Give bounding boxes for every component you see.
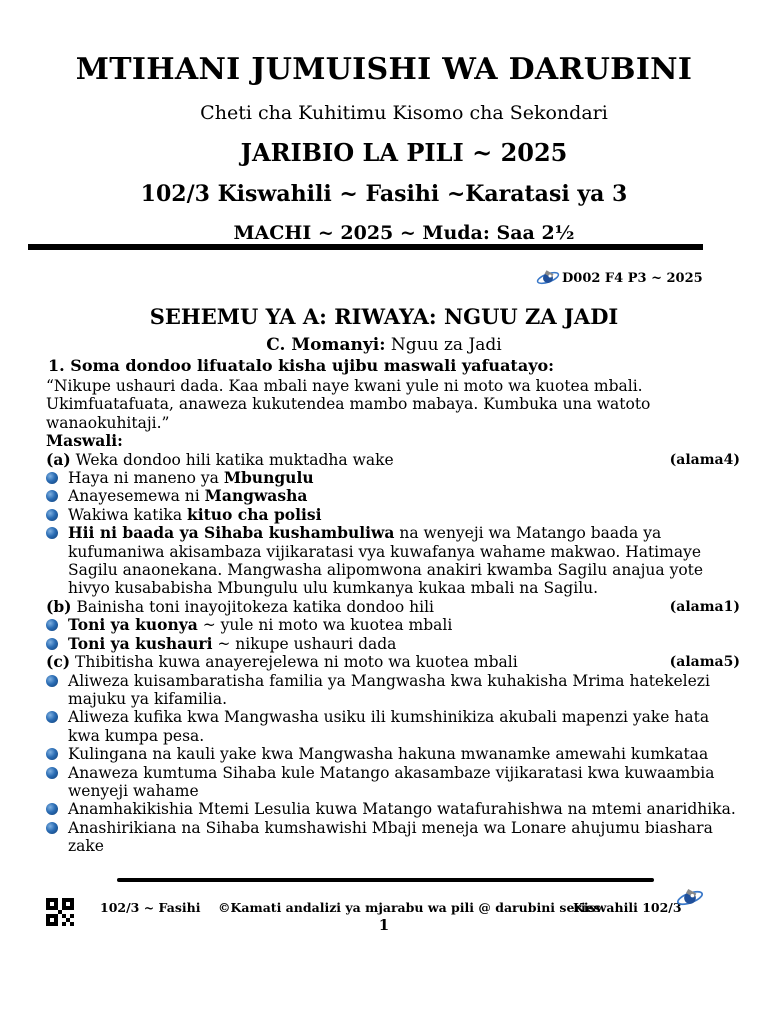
page-number: 1: [378, 916, 390, 934]
list-item: [46, 469, 736, 487]
marks-a: (alama4): [669, 451, 740, 468]
part-c-row: [46, 652, 740, 672]
paper-code-text: D002 F4 P3 ~ 2025: [562, 270, 703, 286]
list-item: [46, 708, 736, 745]
document-title: MTIHANI JUMUISHI WA DARUBINI: [75, 52, 693, 87]
list-item: [46, 635, 736, 653]
list-item: [46, 487, 736, 505]
item-text: Wakiwa katika: [68, 505, 187, 524]
item-text: Kulingana na kauli yake kwa Mangwasha hakuna mwanamke amewahi kumkataa: [68, 745, 709, 764]
question-instruction: 1. Soma dondoo lifuatalo kisha ujibu maswali yafuatayo:: [48, 356, 555, 375]
list-item: [46, 672, 736, 709]
blue-ball-bullet-icon: [46, 638, 58, 650]
blue-ball-bullet-icon: [46, 619, 58, 631]
part-a-text: Weka dondoo hili katika muktadha wake: [75, 450, 394, 469]
part-letter: (c): [46, 652, 71, 672]
blue-ball-bullet-icon: [46, 748, 58, 760]
item-bold: Mangwasha: [204, 486, 308, 506]
telescope-logo-icon: [536, 268, 560, 288]
footer-divider: [117, 878, 654, 882]
item-text: Anashirikiana na Sihaba kumshawishi Mbaji meneja wa Lonare ahujumu biashara zake: [68, 818, 713, 856]
item-text: na wenyeji wa Matango baada ya kufumaniwa akisambaza vijikaratasi vya kuwafanya wahame makwao. Hatimaye Sagilu anaonekana. Mangwasha alipomwona anakiri kwamba Sagilu anajua yote hivyo kusababisha Mbungulu ulu kumkanya kukaa mbali na Sagilu.: [68, 524, 704, 598]
item-bold: Toni ya kushauri: [68, 633, 213, 653]
list-item: [46, 819, 736, 856]
item-text: Anaweza kumtuma Sihaba kule Matango akasambaze vijikaratasi kwa kuwaambia wenyeji wahame: [68, 763, 715, 800]
list-item: [46, 800, 736, 818]
section-title: SEHEMU YA A: RIWAYA: NGUU ZA JADI: [149, 304, 619, 329]
blue-ball-bullet-icon: [46, 803, 58, 815]
item-text: Haya ni maneno ya: [68, 469, 224, 488]
blue-ball-bullet-icon: [46, 490, 58, 502]
item-text: Aliweza kuisambaratisha familia ya Mangwasha kwa kuhakisha Mrima hatekelezi majuku ya kifamilia.: [68, 671, 710, 708]
item-bold: kituo cha polisi: [187, 504, 322, 524]
part-c-text: Thibitisha kuwa anayerejelewa ni moto wa kuotea mbali: [75, 653, 518, 672]
blue-ball-bullet-icon: [46, 509, 58, 521]
blue-ball-bullet-icon: [46, 711, 58, 723]
part-letter: (a): [46, 449, 71, 469]
item-text: ~ nikupe ushauri dada: [212, 634, 397, 653]
blue-ball-bullet-icon: [46, 822, 58, 834]
item-text: Aliweza kufika kwa Mangwasha usiku ili kumshinikiza akubali mapenzi yake hata kwa kumpa pesa.: [68, 708, 710, 745]
header-divider: [28, 244, 703, 250]
session-line: MACHI ~ 2025 ~ Muda: Saa 2½: [233, 222, 575, 244]
item-text: ~ yule ni moto wa kuotea mbali: [197, 616, 453, 635]
footer-center: ©Kamati andalizi ya mjarabu wa pili @ darubini series: [218, 900, 601, 915]
list-item: [46, 524, 736, 598]
item-text: Anamhakikishia Mtemi Lesulia kuwa Matango watafurahishwa na mtemi anaridhika.: [68, 800, 736, 819]
blue-ball-bullet-icon: [46, 527, 58, 539]
author-name: C. Momanyi:: [266, 335, 386, 355]
list-item: [46, 506, 736, 524]
certificate-line: Cheti cha Kuhitimu Kisomo cha Sekondari: [200, 102, 608, 124]
telescope-logo-icon: [676, 886, 704, 910]
blue-ball-bullet-icon: [46, 472, 58, 484]
list-item: [46, 745, 736, 763]
footer-right: Kiswahili 102/3: [573, 900, 682, 915]
blue-ball-bullet-icon: [46, 675, 58, 687]
part-b-row: [46, 596, 740, 616]
marks-b: (alama1): [669, 598, 740, 615]
part-a-row: [46, 449, 740, 469]
item-bold: Mbungulu: [223, 468, 314, 488]
blue-ball-bullet-icon: [46, 767, 58, 779]
item-bold: Toni ya kuonya: [68, 615, 198, 635]
paper-title: 102/3 Kiswahili ~ Fasihi ~Karatasi ya 3: [140, 181, 628, 207]
item-bold: Hii ni baada ya Sihaba kushambuliwa: [68, 523, 395, 543]
item-text: Anayesemewa ni: [68, 487, 205, 506]
excerpt-text: “Nikupe ushauri dada. Kaa mbali naye kwani yule ni moto wa kuotea mbali. Ukimfuatafuata, anaweza kukutendea mambo mabaya. Kumbuka una watoto wanaokuhitaji.”: [46, 377, 651, 432]
list-item: [46, 616, 736, 634]
part-b-text: Bainisha toni inayojitokeza katika dondoo hili: [76, 597, 434, 616]
part-letter: (b): [46, 596, 72, 616]
book-name: Nguu za Jadi: [390, 335, 502, 355]
question-body: [46, 377, 740, 856]
paper-code: [536, 268, 703, 288]
book-author: [0, 335, 768, 355]
maswali-heading: Maswali:: [46, 431, 123, 451]
list-item: [46, 764, 736, 801]
footer-left: 102/3 ~ Fasihi: [100, 900, 201, 915]
marks-c: (alama5): [669, 654, 740, 671]
exam-name: JARIBIO LA PILI ~ 2025: [240, 138, 568, 167]
